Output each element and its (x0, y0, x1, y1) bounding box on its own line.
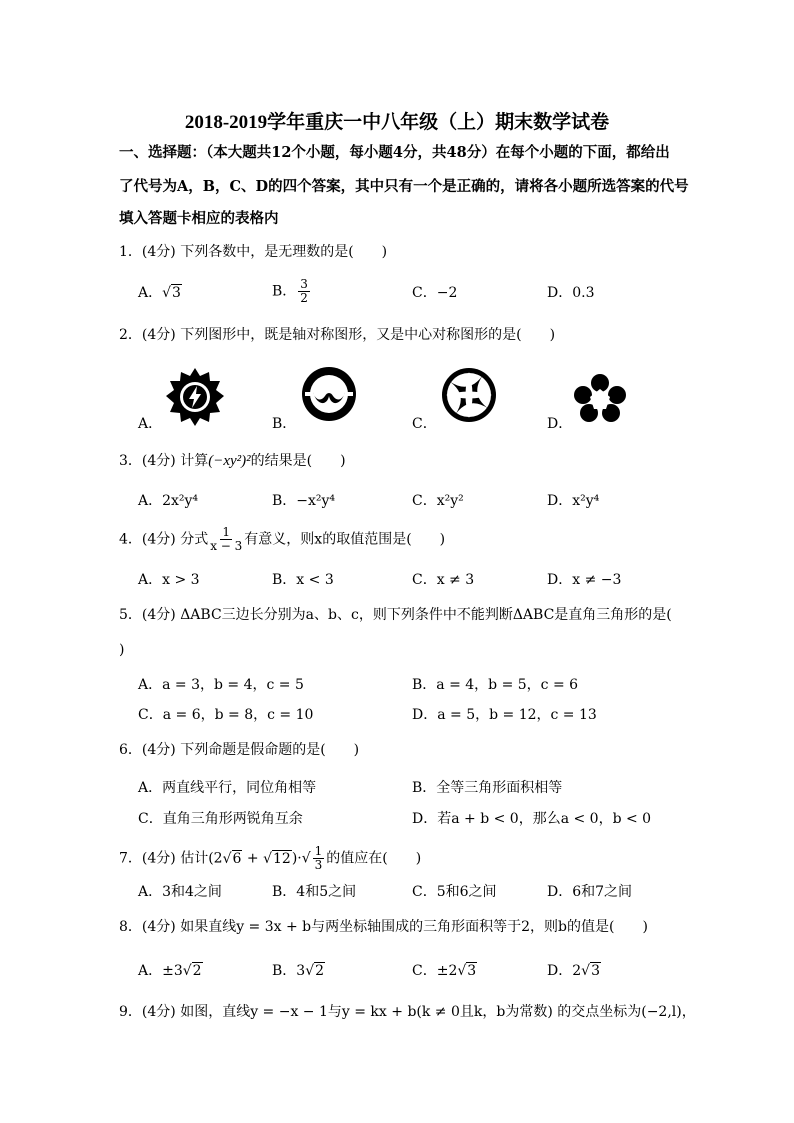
q1-option-c: C．−2 (412, 285, 458, 301)
q5-option-d: D．a = 5，b = 12，c = 13 (412, 707, 597, 723)
q3-option-c: C．x²y² (412, 493, 464, 509)
q2-option-c: C． (412, 416, 437, 432)
circle-cross-figure (440, 366, 498, 424)
taiji-wave-figure (301, 366, 357, 422)
q1-option-b: B． $\frac{3}{2}$ (272, 277, 308, 305)
q4-option-c: C．x ≠ 3 (412, 572, 475, 588)
q6-option-a: A．两直线平行，同位角相等 (138, 780, 317, 796)
pentagon-flower-figure (574, 373, 626, 423)
q5-option-c: C．a = 6，b = 8，c = 10 (138, 707, 314, 723)
question-4-stem: 4．(4分) 分式 $\frac{1}{x - 3}$ 有意义，则x的取值范围是( ) (119, 525, 446, 553)
question-2-stem: 2．(4分) 下列图形中，既是轴对称图形，又是中心对称图形的是( ) (119, 327, 556, 343)
question-5-stem: 5．(4分) ΔABC三边长分别为a、b、c，则下列条件中不能判断ΔABC是直角三角形的是( (119, 607, 672, 623)
question-9-stem: 9．(4分) 如图，直线y = −x − 1与y = kx + b(k ≠ 0且k，b为常数) 的交点坐标为(−2,l)， (119, 1004, 696, 1020)
q4-option-d: D．x ≠ −3 (547, 572, 622, 588)
section-header-line3: 填入答题卡相应的表格内 (119, 210, 279, 227)
question-3-stem: 3．(4分) 计算(−xy²)²的结果是( ) (119, 453, 346, 469)
q7-option-c: C．5和6之间 (412, 884, 497, 900)
q2-option-a: A． (138, 416, 163, 432)
q7-option-d: D．6和7之间 (547, 884, 633, 900)
q2-option-d: D． (547, 416, 573, 432)
q6-option-c: C．直角三角形两锐角互余 (138, 811, 303, 827)
question-5-stem-cont: ) (119, 642, 125, 658)
sun-lightning-figure (163, 366, 227, 428)
q3-option-a: A．2x²y⁴ (138, 493, 199, 509)
q4-option-a: A．x > 3 (138, 572, 200, 588)
q8-option-b: B．3√2 (272, 963, 325, 979)
q4-option-b: B．x < 3 (272, 572, 334, 588)
q5-option-b: B．a = 4，b = 5，c = 6 (412, 677, 579, 693)
q8-option-a: A．±3√2 (138, 963, 202, 979)
question-1-stem: 1．(4分) 下列各数中，是无理数的是( ) (119, 244, 388, 260)
q3-option-b: B．−x²y⁴ (272, 493, 336, 509)
question-7-stem: 7．(4分) 估计(2√6 + √12)·√ $\frac{1}{3}$ 的值应在( ) (119, 844, 422, 872)
q8-option-d: D．2√3 (547, 963, 600, 979)
q8-option-c: C．±2√3 (412, 963, 477, 979)
q7-option-a: A．3和4之间 (138, 884, 222, 900)
question-8-stem: 8．(4分) 如果直线y = 3x + b与两坐标轴围成的三角形面积等于2，则b的值是( ) (119, 919, 648, 935)
section-header-line2: 了代号为A，B，C、D的四个答案，其中只有一个是正确的，请将各小题所选答案的代号 (119, 178, 689, 195)
question-6-stem: 6．(4分) 下列命题是假命题的是( ) (119, 742, 360, 758)
page-title: 2018-2019学年重庆一中八年级（上）期末数学试卷 (184, 112, 610, 133)
q7-option-b: B．4和5之间 (272, 884, 357, 900)
q6-option-d: D．若a + b < 0，那么a < 0，b < 0 (412, 811, 652, 827)
q2-option-b: B． (272, 416, 297, 432)
q1-option-d: D．0.3 (547, 285, 595, 301)
q6-option-b: B．全等三角形面积相等 (412, 780, 563, 796)
section-header-line1: 一、选择题：（本大题共12个小题，每小题4分，共48分）在每个小题的下面，都给出 (119, 144, 670, 161)
q5-option-a: A．a = 3，b = 4，c = 5 (138, 677, 304, 693)
q1-option-a: A．√3 (138, 285, 181, 301)
q3-option-d: D．x²y⁴ (547, 493, 600, 509)
